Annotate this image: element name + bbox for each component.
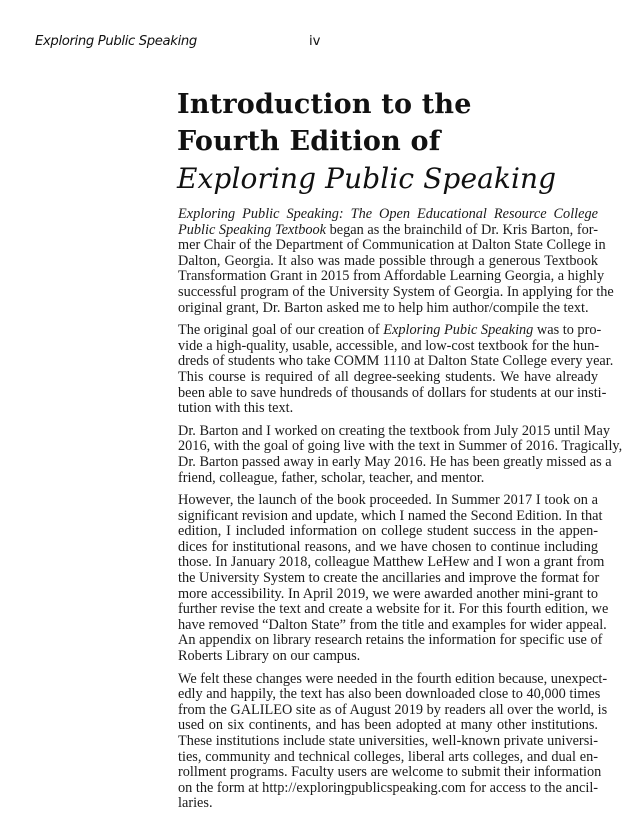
text-line: These institutions include state universities, well-known private universi- [178,733,598,749]
paragraph [178,206,614,316]
text-line: original grant, Dr. Barton asked me to help him author/compile the text. [178,299,589,316]
body-text [178,206,623,819]
text-line: An appendix on library research retains the information for specific use of [178,632,603,649]
title-line-3: Exploring Public Speaking [177,162,557,195]
text-line: mer Chair of the Department of Communication at Dalton State College in [178,237,606,254]
text-line: Roberts Library on our campus. [178,648,361,665]
paragraph [178,670,608,812]
text-line: have removed “Dalton State” from the title and examples for wider appeal. [178,616,607,633]
text-line: rollment programs. Faculty users are welcome to submit their information [178,764,602,781]
text-line: ties, community and technical colleges, liberal arts colleges, and dual en- [178,748,598,765]
text-line: Dalton, Georgia. It also was made possible through a generous Textbook [178,252,598,269]
paragraph [178,422,623,486]
text-line: further revise the text and create a website for it. For this fourth edition, we [178,601,609,618]
text-line: We felt these changes were needed in the fourth edition because, unexpect- [178,670,608,687]
text-line: 2016, with the goal of going live with the text in Summer of 2016. Tragically, [178,438,623,455]
text-line: used on six continents, and has been adopted at many other institutions. [178,717,598,734]
text-line: vide a high-quality, usable, accessible, and low-cost textbook for the hun- [178,337,600,354]
text-line: successful program of the University System of Georgia. In applying for the [178,283,614,300]
text-line: Dr. Barton passed away in early May 2016. He has been greatly missed as a [178,453,612,470]
text-line: tution with this text. [178,400,294,417]
text-line: Dr. Barton and I worked on creating the textbook from July 2015 until May [178,422,610,439]
text-line: those. In January 2018, colleague Matthew LeHew and I won a grant from [178,554,605,571]
text-line [178,322,602,339]
book-title-italic: Exploring Pubic Speaking [383,322,534,339]
text-line: edition, I included information on college student success in the appen- [178,523,598,540]
page-number: iv [309,34,321,49]
text-segment: was to pro- [533,322,602,339]
text-line: laries. [178,795,213,812]
chapter-title [177,86,597,197]
text-segment: The original goal of our creation of [178,322,384,339]
text-line: friend, colleague, father, scholar, teacher, and mentor. [178,469,485,486]
text-segment: began as the brainchild of Dr. Kris Barton, for- [326,221,598,238]
text-line: from the GALILEO site as of August 2019 by readers all over the world, is [178,701,608,718]
text-line: been able to save hundreds of thousands of dollars for students at our insti- [178,384,607,401]
text-line: dices for institutional reasons, and we have chosen to continue including [178,538,598,555]
paragraph [178,492,609,665]
paragraph [178,322,614,417]
text-line [178,207,598,223]
text-line: the University System to create the ancillaries and improve the format for [178,570,600,587]
title-line-2: Fourth Edition of [177,126,441,157]
title-line-1: Introduction to the [177,89,472,120]
text-line: dreds of students who take COMM 1110 at Dalton State College every year. [178,353,614,370]
text-line [178,223,598,239]
text-line: However, the launch of the book proceeded. In Summer 2017 I took on a [178,492,598,509]
running-head-title: Exploring Public Speaking [35,34,197,49]
text-line: Transformation Grant in 2015 from Affordable Learning Georgia, a highly [178,268,605,285]
book-title-italic: Exploring Public Speaking: The Open Educational Resource College [178,206,598,222]
text-line: on the form at http://exploringpublicspeaking.com for access to the ancil- [178,779,599,796]
book-title-italic: Public Speaking Textbook [178,221,327,238]
text-line: This course is required of all degree-seeking students. We have already [178,368,598,385]
text-line: more accessibility. In April 2019, we were awarded another mini-grant to [178,585,598,602]
text-line: significant revision and update, which I named the Second Edition. In that [178,507,603,524]
text-line: edly and happily, the text has also been downloaded close to 40,000 times [178,686,601,703]
